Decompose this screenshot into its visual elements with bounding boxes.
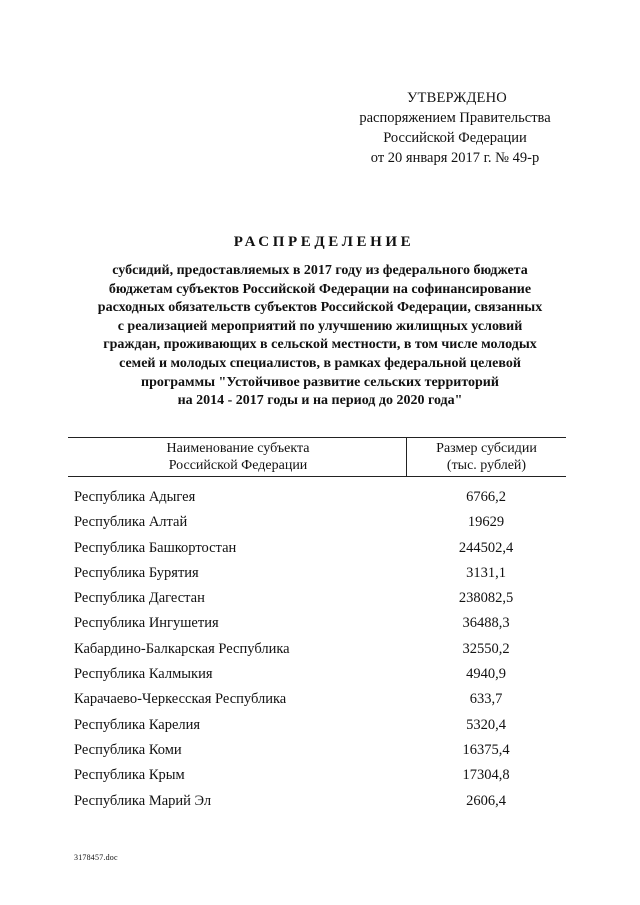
region-name: Республика Калмыкия xyxy=(74,666,213,683)
approval-line-2: Российской Федерации xyxy=(383,130,527,146)
region-name: Республика Марий Эл xyxy=(74,792,212,809)
document-subtitle xyxy=(60,262,580,411)
subsidy-amount: 16375,4 xyxy=(462,741,510,758)
subsidy-amount: 3131,1 xyxy=(466,564,506,581)
table-row xyxy=(0,590,640,615)
subsidy-amount: 32550,2 xyxy=(462,640,510,657)
region-name: Кабардино-Балкарская Республика xyxy=(74,640,290,657)
table-row xyxy=(0,767,640,792)
table-body xyxy=(0,489,640,818)
subtitle-line: граждан, проживающих в сельской местности, в том числе молодых xyxy=(103,337,537,353)
approved-label: УТВЕРЖДЕНО xyxy=(407,90,507,106)
subsidy-amount: 244502,4 xyxy=(458,539,514,556)
column-header-subsidy-amount xyxy=(407,440,566,474)
column-header-region-name xyxy=(70,440,406,474)
document-title: РАСПРЕДЕЛЕНИЕ xyxy=(233,234,415,250)
subsidy-amount: 17304,8 xyxy=(462,767,510,784)
table-header-bottom-rule xyxy=(68,476,566,477)
table-row xyxy=(0,717,640,742)
subsidy-amount: 5320,4 xyxy=(466,716,506,733)
subtitle-line: семей и молодых специалистов, в рамках федеральной целевой xyxy=(119,355,521,371)
subsidy-amount: 19629 xyxy=(467,514,505,531)
region-name: Республика Башкортостан xyxy=(74,539,237,556)
column-header-subsidy-amount-line-2: (тыс. рублей) xyxy=(446,458,527,473)
subtitle-line: с реализацией мероприятий по улучшению жилищных условий xyxy=(117,318,523,334)
table-row xyxy=(0,615,640,640)
table-row xyxy=(0,565,640,590)
subtitle-line: расходных обязательств субъектов Российской Федерации, связанных xyxy=(97,300,543,316)
table-row xyxy=(0,641,640,666)
subtitle-line: программы "Устойчивое развитие сельских территорий xyxy=(141,374,499,390)
region-name: Республика Алтай xyxy=(74,514,188,531)
table-row xyxy=(0,540,640,565)
subsidy-amount: 6766,2 xyxy=(466,489,506,505)
subsidy-amount: 36488,3 xyxy=(462,615,510,632)
subtitle-line: на 2014 - 2017 годы и на период до 2020 года" xyxy=(177,393,463,409)
subtitle-line: бюджетам субъектов Российской Федерации на софинансирование xyxy=(108,281,532,297)
table-row xyxy=(0,489,640,514)
table-top-rule xyxy=(68,437,566,438)
region-name: Карачаево-Черкесская Республика xyxy=(74,691,287,708)
approval-line-3: от 20 января 2017 г. № 49-р xyxy=(370,150,540,166)
footer-file-name: 3178457.doc xyxy=(74,853,118,862)
column-header-region-name-line-1: Наименование субъекта xyxy=(166,441,310,456)
region-name: Республика Коми xyxy=(74,741,182,758)
approval-stamp xyxy=(350,88,560,168)
subsidy-amount: 238082,5 xyxy=(458,590,514,607)
table-row xyxy=(0,691,640,716)
subsidy-amount: 2606,4 xyxy=(466,792,506,809)
region-name: Республика Дагестан xyxy=(74,590,205,607)
table-row xyxy=(0,793,640,818)
table-row xyxy=(0,742,640,767)
region-name: Республика Адыгея xyxy=(74,489,196,505)
table-row xyxy=(0,514,640,539)
column-header-region-name-line-2: Российской Федерации xyxy=(168,458,308,473)
region-name: Республика Карелия xyxy=(74,716,201,733)
approval-line-1: распоряжением Правительства xyxy=(359,110,551,126)
region-name: Республика Ингушетия xyxy=(74,615,219,632)
column-header-subsidy-amount-line-1: Размер субсидии xyxy=(436,441,537,456)
subsidy-amount: 633,7 xyxy=(469,691,503,708)
region-name: Республика Бурятия xyxy=(74,564,199,581)
subtitle-line: субсидий, предоставляемых в 2017 году из федерального бюджета xyxy=(112,263,528,278)
subsidy-amount: 4940,9 xyxy=(466,666,506,683)
table-row xyxy=(0,666,640,691)
region-name: Республика Крым xyxy=(74,767,185,784)
